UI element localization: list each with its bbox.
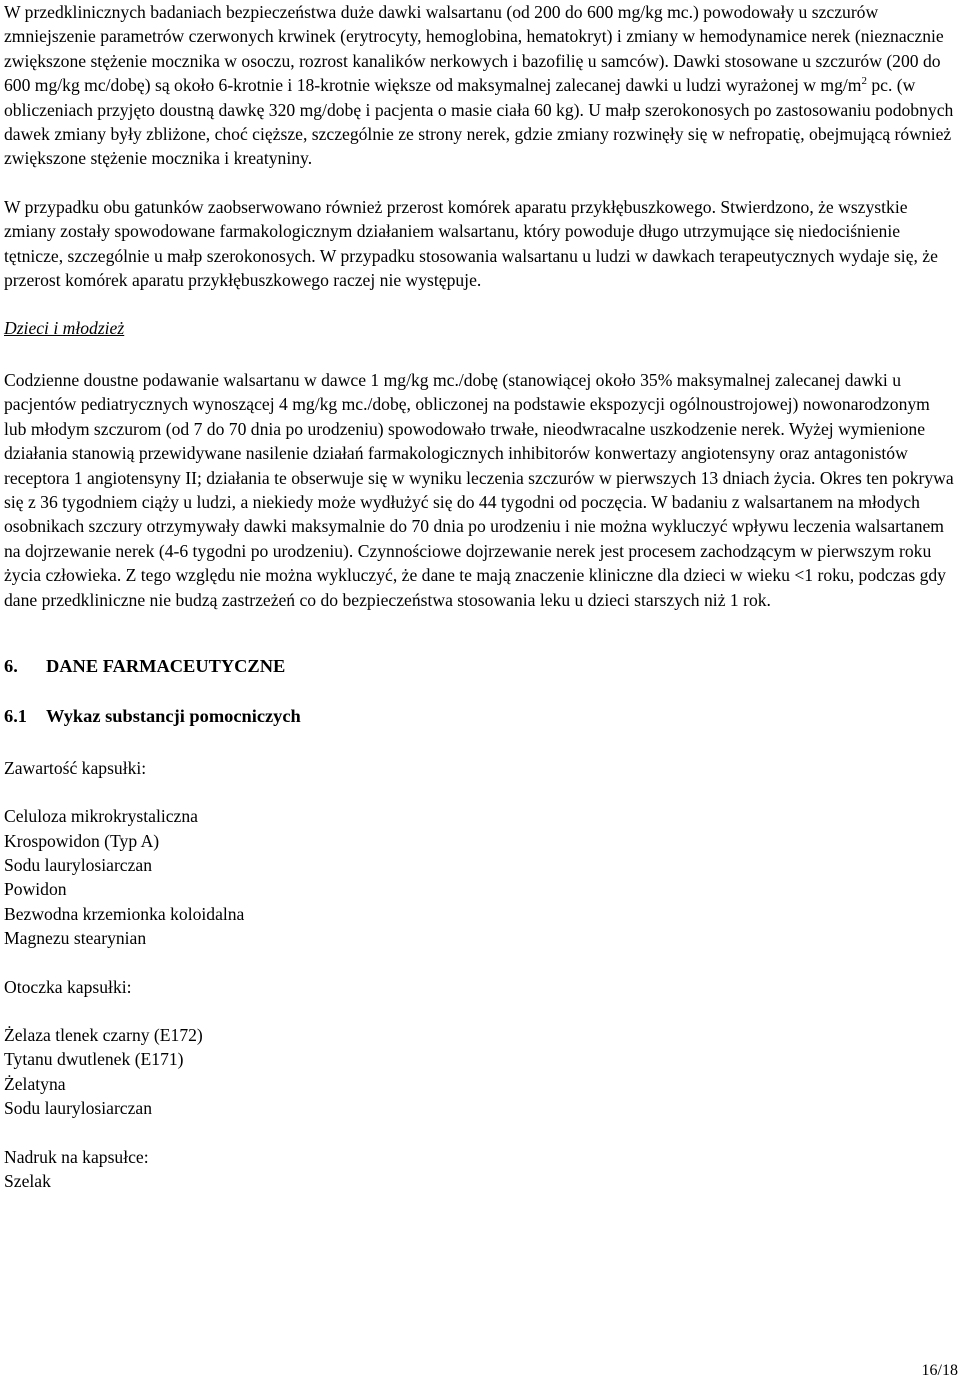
- section-heading-6-1: [4, 704, 956, 728]
- list-item: Tytanu dwutlenek (E171): [4, 1049, 184, 1070]
- capsule-print-label: Nadruk na kapsułce:: [4, 1146, 149, 1167]
- superscript: 2: [861, 75, 867, 88]
- capsule-contents-list: [4, 804, 956, 950]
- capsule-shell-label: Otoczka kapsułki:: [4, 976, 132, 997]
- list-item: Powidon: [4, 879, 67, 900]
- list-item: Sodu laurylosiarczan: [4, 854, 153, 875]
- document-page: [4, 0, 956, 1217]
- list-item: Celuloza mikrokrystaliczna: [4, 806, 198, 827]
- paragraph-children: Codzienne doustne podawanie walsartanu w dawce 1 mg/kg mc./dobę (stanowiącej około 35% maksymalnej zalecanej dawki u pacjentów pediatrycznych wynoszącej 4 mg/kg mc./dobę, obliczonej na podstawie ekspozycji ogólnoustrojowej) nowonarodzonym lub młodym szczurom (od 7 do 70 dnia po urodzeniu) spowodowało trwałe, nieodwracalne uszkodzenie nerek. Wyżej wymienione działania stanowią przewidywane nasilenie działań farmakologicznych inhibitorów konwertazy angiotensyny oraz antagonistów receptora 1 angiotensyny II; działania te obserwuje się w wyniku leczenia szczurów w pierwszych 13 dniach życia. Okres ten pokrywa się z 36 tygodniem ciąży u ludzi, a niekiedy może wydłużyć się do 44 tygodni od poczęcia. W badaniu z walsartanem na młodych osobnikach szczury otrzymywały dawki maksymalnie do 70 dnia po urodzeniu i nie można wykluczyć wpływu leczenia walsartanem na dojrzewanie nerek (4-6 tygodni po urodzeniu). Czynnościowe dojrzewanie nerek jest procesem zachodzącym w pierwszym roku życia człowieka. Z tego względu nie można wykluczyć, że dane te mają znaczenie kliniczne dla dzieci w wieku <1 roku, podczas gdy dane przedkliniczne nie budzą zastrzeżeń co do bezpieczeństwa stosowania leku u dzieci starszych niż 1 rok.: [4, 369, 954, 610]
- section-number: 6.1: [4, 706, 27, 727]
- section-number: 6.: [4, 655, 18, 676]
- list-item: Sodu laurylosiarczan: [4, 1098, 153, 1119]
- paragraph-juxtaglomerular: W przypadku obu gatunków zaobserwowano również przerost komórek aparatu przykłębuszkowego. Stwierdzono, że wszystkie zmiany zostały spowodowane farmakologicznym działaniem walsartanu, który powoduje długo utrzymujące się niedociśnienie tętnicze, szczególnie u małp szerokonosych. W przypadku stosowania walsartanu u ludzi w dawkach terapeutycznych wydaje się, że przerost komórek aparatu przykłębuszkowego raczej nie występuje.: [4, 196, 938, 291]
- section-title: Wykaz substancji pomocniczych: [46, 706, 301, 727]
- page-number: 16/18: [921, 1361, 958, 1379]
- list-item: Krospowidon (Typ A): [4, 830, 160, 851]
- capsule-print-list: [4, 1169, 956, 1193]
- section-title: DANE FARMACEUTYCZNE: [46, 655, 286, 676]
- section-heading-6: [4, 654, 956, 678]
- capsule-shell-list: [4, 1023, 956, 1121]
- paragraph-text: pc. (w obliczeniach przyjęto doustną dawkę 320 mg/dobę i pacjenta o masie ciała 60 kg). U małp szerokonosych po zastosowaniu podobnych dawek zmiany były zbliżone, choć cięższe, szczególnie ze strony nerek, gdzie zmiany rozwinęły się w nefropatię, obejmującą również zwiększone stężenie mocznika i kreatyniny.: [4, 75, 954, 169]
- subheading-children: Dzieci i młodzież: [4, 318, 125, 339]
- list-item: Szelak: [4, 1171, 51, 1192]
- paragraph-text: W przedklinicznych badaniach bezpieczeństwa duże dawki walsartanu (od 200 do 600 mg/kg mc.) powodowały u szczurów zmniejszenie parametrów czerwonych krwinek (erytrocyty, hemoglobina, hematokryt) i zmiany w hemodynamice nerek (nieznacznie zwiększone stężenie mocznika w osoczu, rozrost kanalików nerkowych i bazofilię u samców). Dawki stosowane u szczurów (200 do 600 mg/kg mc/dobę) są około 6-krotnie i 18-krotnie większe od maksymalnej zalecanej dawki u ludzi wyrażonej w mg/m: [4, 2, 944, 96]
- list-item: Magnezu stearynian: [4, 928, 147, 949]
- list-item: Żelatyna: [4, 1073, 66, 1094]
- paragraph-preclinical-safety: [4, 0, 956, 171]
- list-item: Żelaza tlenek czarny (E172): [4, 1025, 203, 1045]
- list-item: Bezwodna krzemionka koloidalna: [4, 903, 245, 924]
- capsule-contents-label: Zawartość kapsułki:: [4, 757, 147, 778]
